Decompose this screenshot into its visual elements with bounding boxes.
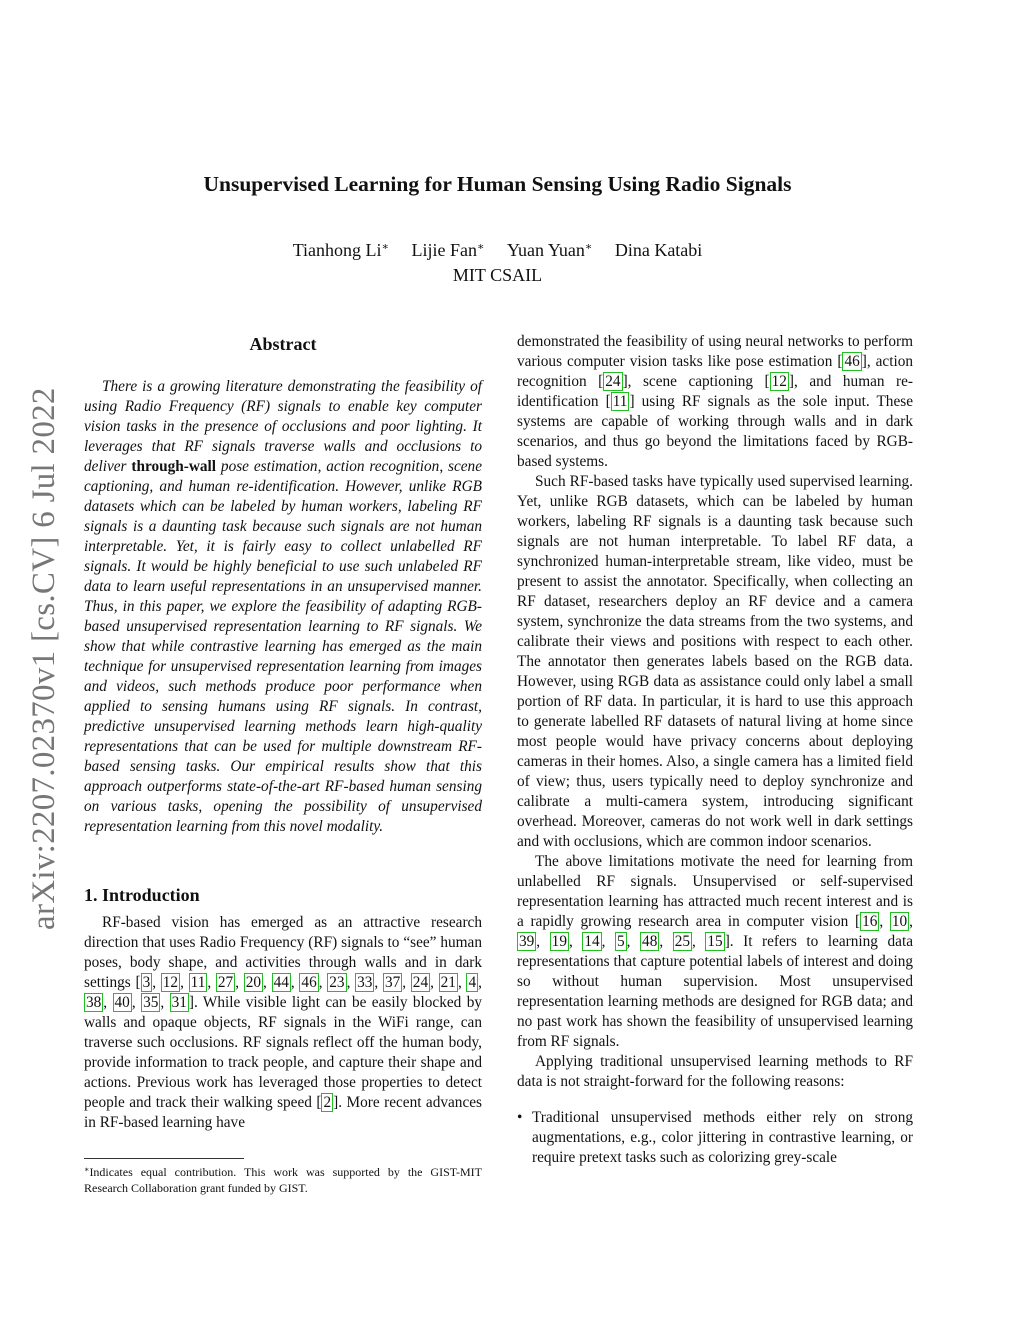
- citation-link[interactable]: 46: [844, 353, 860, 370]
- citation-link[interactable]: 23: [329, 974, 345, 991]
- right-column: [517, 332, 913, 1168]
- abstract-heading: Abstract: [249, 334, 317, 354]
- author-name: Tianhong Li∗: [292, 240, 390, 260]
- left-column: [84, 332, 482, 1133]
- citation-link[interactable]: 20: [245, 974, 262, 991]
- citation-list: 16 , 10 , 39 , 19 , 14 , 5 , 48 , 25 , 15: [519, 913, 913, 950]
- bullet-icon: •: [517, 1109, 523, 1126]
- citation-link[interactable]: 21: [440, 974, 456, 991]
- footnote-divider: [84, 1158, 244, 1159]
- citation-link[interactable]: 24: [412, 974, 429, 991]
- abstract-body: There is a growing literature demonstrating the feasibility of using Radio Frequency (RF) signals to enable key computer vision tasks in the presence of occlusions and poor lighting. It leverages that RF signals traverse walls and occlusions to deliver through-wall pose estimation, action recognition, scene captioning, and human re-identification. However, unlike RGB datasets which can be labeled by human workers, labeling RF signals is a daunting task because such signals are not human interpretable. Yet, it is fairly easy to collect unlabelled RF signals. It would be highly beneficial to use such unlabeled RF data to learn useful representations in an unsupervised manner. Thus, in this paper, we explore the feasibility of adapting RGB-based unsupervised representation learning to RF signals. We show that while contrastive learning has emerged as the main technique for unsupervised representation learning from images and videos, such methods produce poor performance when applied to sensing humans using RF signals. In contrast, predictive unsupervised learning methods learn high-quality representations that can be used for multiple downstream RF-based sensing tasks. Our empirical results show that this approach outperforms state-of-the-art RF-based human sensing on various tasks, opening the possibility of unsupervised representation learning from this novel modality.: [84, 378, 482, 835]
- citation-link[interactable]: 5: [617, 933, 625, 950]
- reasons-paragraph: Applying traditional unsupervised learning methods to RF data is not straight-forward for the following reasons:: [517, 1053, 913, 1090]
- motivation-paragraph: The above limitations motivate the need for learning from unlabelled RF signals. Unsupervised or self-supervised representation learning has attracted much recent interest and is a rapidly growing research area in computer vision [ 16 , 10 , 39 , 19 , 14 , 5 , 48 , 25 , 15 ]. It refers to learning data representations that capture potential labels of interest and doing so without human supervision. Most unsupervised representation learning methods are designed for RGB data; and no past work has shown the feasibility of unsupervised learning from RF signals.: [517, 853, 913, 1050]
- citation-link[interactable]: 11: [190, 974, 206, 991]
- citation-link[interactable]: 48: [642, 933, 658, 950]
- author-list: [80, 240, 915, 261]
- citation-link[interactable]: 40: [114, 994, 130, 1011]
- arxiv-identifier-stamp: arXiv:2207.02370v1 [cs.CV] 6 Jul 2022: [26, 387, 62, 930]
- citation-link[interactable]: 3: [142, 974, 151, 991]
- citation-link[interactable]: 38: [86, 994, 102, 1011]
- abstract-bold-term: through-wall: [131, 458, 217, 475]
- reasons-list: [517, 1108, 913, 1168]
- intro-paragraph-continued: demonstrated the feasibility of using neural networks to perform various computer vision tasks like pose estimation [ 46 ], action recognition [ 24 ], scene captioning [ 12 ], and human re-identification [ 11 ] using RF signals as the sole input. These systems are capable of working through walls and in dark scenarios, and thus go beyond the limitations faced by RGB-based systems.: [517, 333, 914, 470]
- citation-link[interactable]: 2: [323, 1094, 332, 1111]
- citation-list: 3 , 12 , 11 , 27 , 20 , 44 , 46 , 23 , 33 , 37 , 24 , 21 , 4 , 38 , 40 , 35 , 31: [86, 974, 482, 1011]
- intro-paragraph: RF-based vision has emerged as an attractive research direction that uses Radio Frequency (RF) signals to “see” human poses, body shape, and activities through walls and in dark settings [ 3 , 12 , 11 , 27 , 20 , 44 , 46 , 23 , 33 , 37 , 24 , 21 , 4 , 38 , 40 , 35 , 31 ]. While visible light can be easily blocked by walls and opaque objects, RF signals in the WiFi range, can traverse such occlusions. RF signals reflect off the human body, provide information to track people, and capture their shape and actions. Previous work has leveraged those properties to detect people and track their walking speed [ 2 ]. More recent advances in RF-based learning have: [84, 914, 483, 1131]
- citation-link[interactable]: 15: [707, 933, 723, 950]
- citation-link[interactable]: 31: [171, 994, 187, 1011]
- citation-link[interactable]: 27: [217, 974, 234, 991]
- author-name: Yuan Yuan∗: [507, 240, 593, 260]
- citation-link[interactable]: 10: [891, 913, 908, 930]
- author-name: Dina Katabi: [614, 240, 703, 260]
- citation-link[interactable]: 16: [862, 913, 878, 930]
- paper-title: Unsupervised Learning for Human Sensing Using Radio Signals: [203, 172, 792, 196]
- list-item: • Traditional unsupervised methods either rely on strong augmentations, e.g., color jittering in contrastive learning, or require pretext tasks such as colorizing grey-scale: [517, 1109, 913, 1166]
- author-name: Lijie Fan∗: [411, 240, 485, 260]
- citation-link[interactable]: 24: [605, 373, 621, 390]
- footnote: ∗Indicates equal contribution. This work was supported by the GIST-MIT Research Collaboration grant funded by GIST.: [84, 1165, 482, 1195]
- citation-link[interactable]: 4: [468, 974, 477, 991]
- citation-link[interactable]: 44: [273, 974, 289, 991]
- citation-link[interactable]: 11: [612, 393, 628, 410]
- affiliation: MIT CSAIL: [452, 265, 543, 285]
- citation-link[interactable]: 25: [674, 933, 691, 950]
- citation-link[interactable]: 33: [357, 974, 373, 991]
- section-heading-introduction: 1. Introduction: [84, 885, 200, 905]
- citation-link[interactable]: 35: [143, 994, 159, 1011]
- supervised-learning-paragraph: Such RF-based tasks have typically used supervised learning. Yet, unlike RGB datasets, which can be labeled by human workers, labeling RF signals is a daunting task because such signals are not human interpretable. To label RF data, a synchronized human-interpretable stream, like video, must be present to assist the annotator. Specifically, when collecting an RF dataset, researchers deploy an RF device and a camera system, synchronize the data streams from the two systems, and calibrate their views and positions with respect to each other. The annotator then generates labels based on the RGB data. However, using RGB data as assistance could only label a small portion of RF data. In particular, it is hard to use this approach to generate labelled RF datasets of natural living at home since most people would have privacy concerns about deploying cameras in their homes. Also, a single camera has a limited field of view; thus, users typically need to deploy synchronize and calibrate a multi-camera system, introducing significant overhead. Moreover, cameras do not work well in dark settings and with occlusions, which are common indoor scenarios.: [517, 473, 913, 850]
- citation-link[interactable]: 14: [584, 933, 600, 950]
- citation-link[interactable]: 12: [771, 373, 787, 390]
- citation-link[interactable]: 39: [519, 933, 535, 950]
- citation-link[interactable]: 12: [162, 974, 179, 991]
- citation-link[interactable]: 19: [551, 933, 567, 950]
- citation-link[interactable]: 37: [384, 974, 401, 991]
- citation-link[interactable]: 46: [301, 974, 317, 991]
